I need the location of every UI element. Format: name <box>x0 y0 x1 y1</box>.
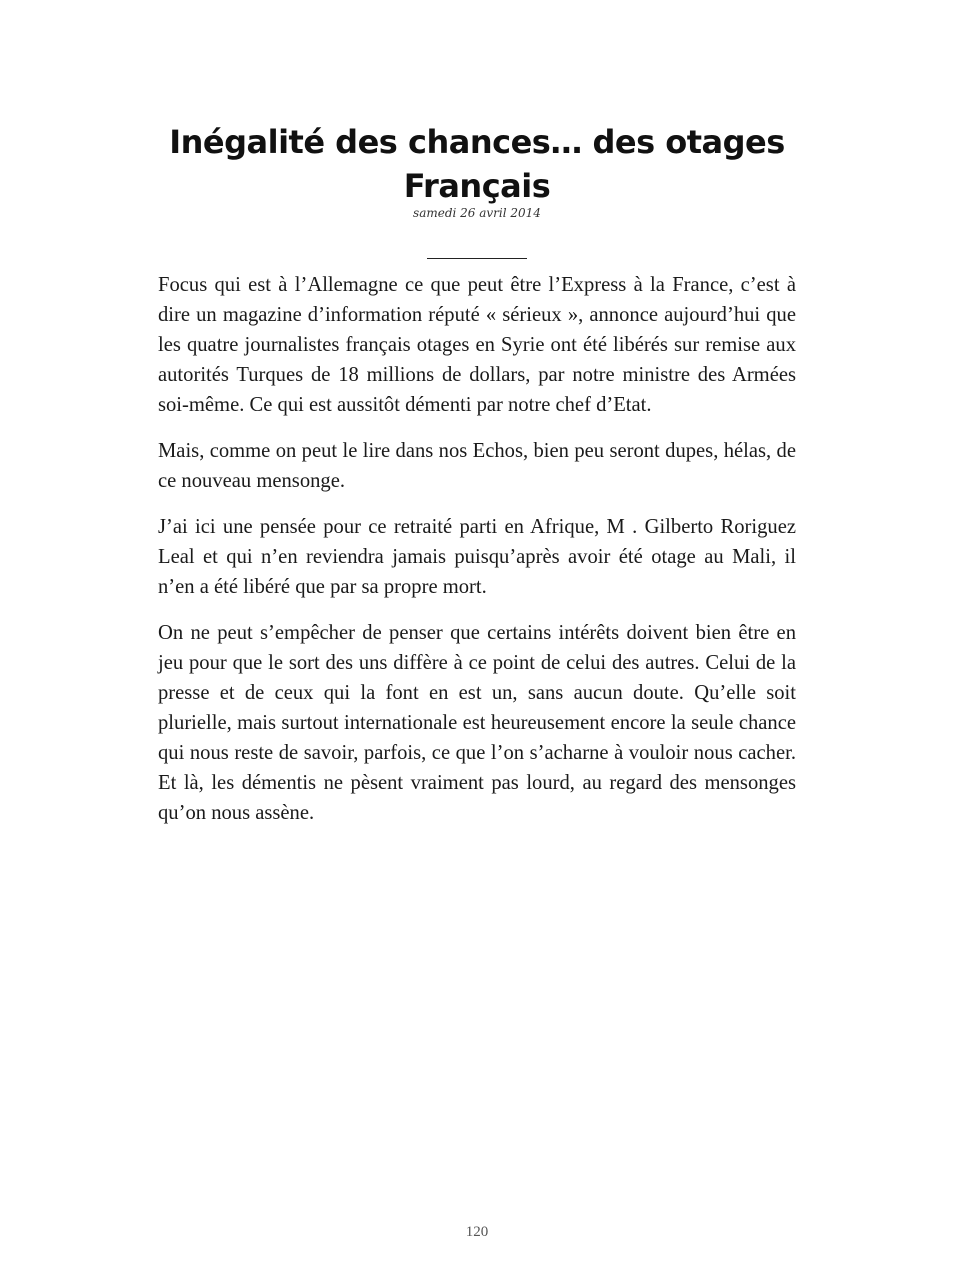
page-number: 120 <box>465 1224 489 1240</box>
paragraph-4: On ne peut s’empêcher de penser que certains intérêts doivent bien être en jeu pour que le sort des uns diffère à ce point de celui des autres. Celui de la presse et de ceux qui la font en est un, sans aucun doute. Qu’elle soit plurielle, mais surtout internationale est heureusement encore la seule chance qui nous reste de savoir, parfois, ce que l’on s’acharne à vouloir nous cacher. Et là, les démentis ne pèsent vraiment pas lourd, au regard des mensonges qu’on nous assène. <box>158 622 796 824</box>
article-date: samedi 26 avril 2014 <box>413 206 541 220</box>
article-title-line-2: Français <box>403 167 551 205</box>
article-body <box>158 270 796 844</box>
title-separator <box>427 258 527 259</box>
article-title-line-1: Inégalité des chances… des otages <box>169 123 785 161</box>
paragraph-1: Focus qui est à l’Allemagne ce que peut être l’Express à la France, c’est à dire un magazine d’information réputé « sérieux », annonce aujourd’hui que les quatre journalistes français otages en Syrie ont été libérés sur remise aux autorités Turques de 18 millions de dollars, par notre ministre des Armées soi-même. Ce qui est aussitôt démenti par notre chef d’Etat. <box>158 274 796 416</box>
paragraph-3: J’ai ici une pensée pour ce retraité parti en Afrique, M . Gilberto Roriguez Leal et qui n’en reviendra jamais puisqu’après avoir été otage au Mali, il n’en a été libéré que par sa propre mort. <box>158 516 796 598</box>
article-title <box>160 120 794 208</box>
paragraph-2: Mais, comme on peut le lire dans nos Echos, bien peu seront dupes, hélas, de ce nouveau mensonge. <box>158 440 796 492</box>
